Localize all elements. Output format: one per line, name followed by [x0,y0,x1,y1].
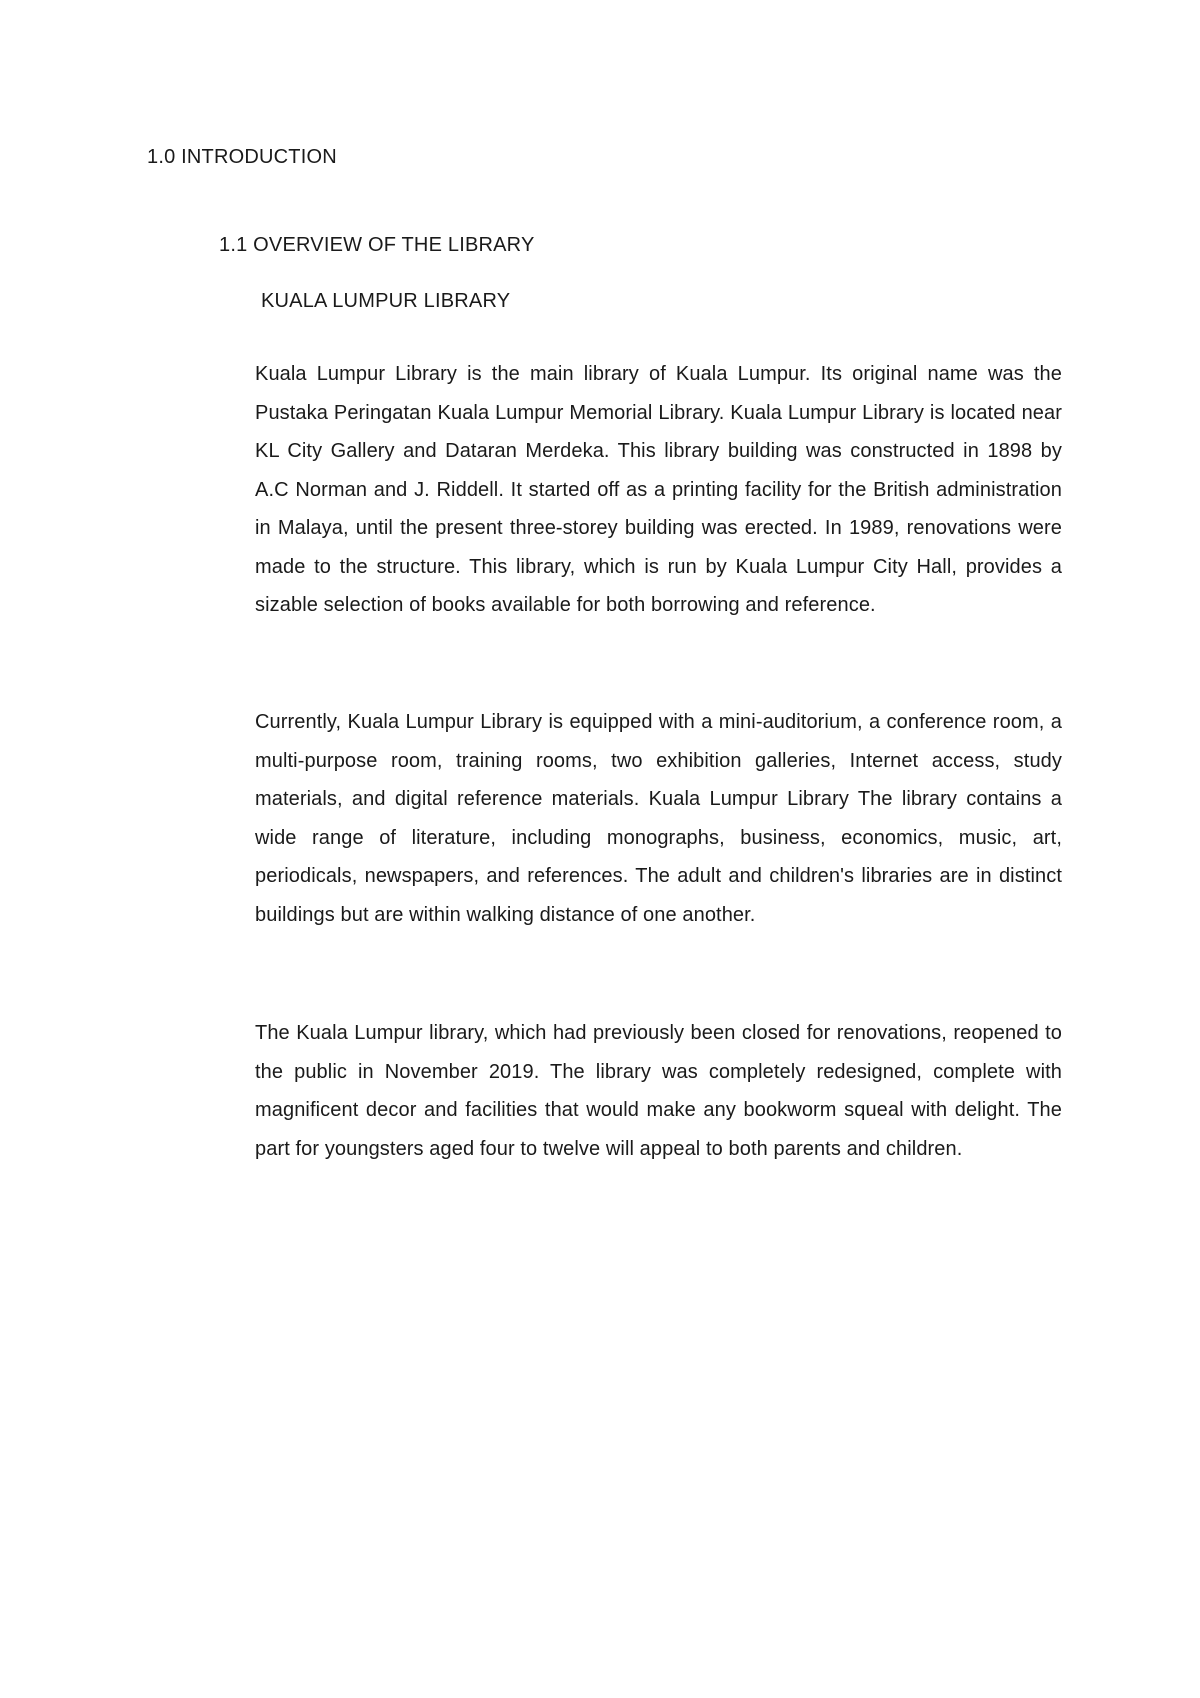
paragraph-facilities: Currently, Kuala Lumpur Library is equipped with a mini-auditorium, a conference room, a multi-purpose room, training rooms, two exhibition galleries, Internet access, study materials, and digital reference materials. Kuala Lumpur Library The library contains a wide range of literature, including monographs, business, economics, music, art, periodicals, newspapers, and references. The adult and children's libraries are in distinct buildings but are within walking distance of one another. [255,711,1062,926]
library-title: KUALA LUMPUR LIBRARY [261,290,511,312]
paragraph-history: Kuala Lumpur Library is the main library of Kuala Lumpur. Its original name was the Pustaka Peringatan Kuala Lumpur Memorial Library. Kuala Lumpur Library is located near KL City Gallery and Dataran Merdeka. This library building was constructed in 1898 by A.C Norman and J. Riddell. It started off as a printing facility for the British administration in Malaya, until the present three-storey building was erected. In 1989, renovations were made to the structure. This library, which is run by Kuala Lumpur City Hall, provides a sizable selection of books available for both borrowing and reference. [255,363,1062,616]
paragraph-reopening: The Kuala Lumpur library, which had previously been closed for renovations, reopened to the public in November 2019. The library was completely redesigned, complete with magnificent decor and facilities that would make any bookworm squeal with delight. The part for youngsters aged four to twelve will appeal to both parents and children. [255,1022,1062,1160]
section-heading: 1.0 INTRODUCTION [147,146,337,168]
subsection-heading: 1.1 OVERVIEW OF THE LIBRARY [219,234,535,256]
